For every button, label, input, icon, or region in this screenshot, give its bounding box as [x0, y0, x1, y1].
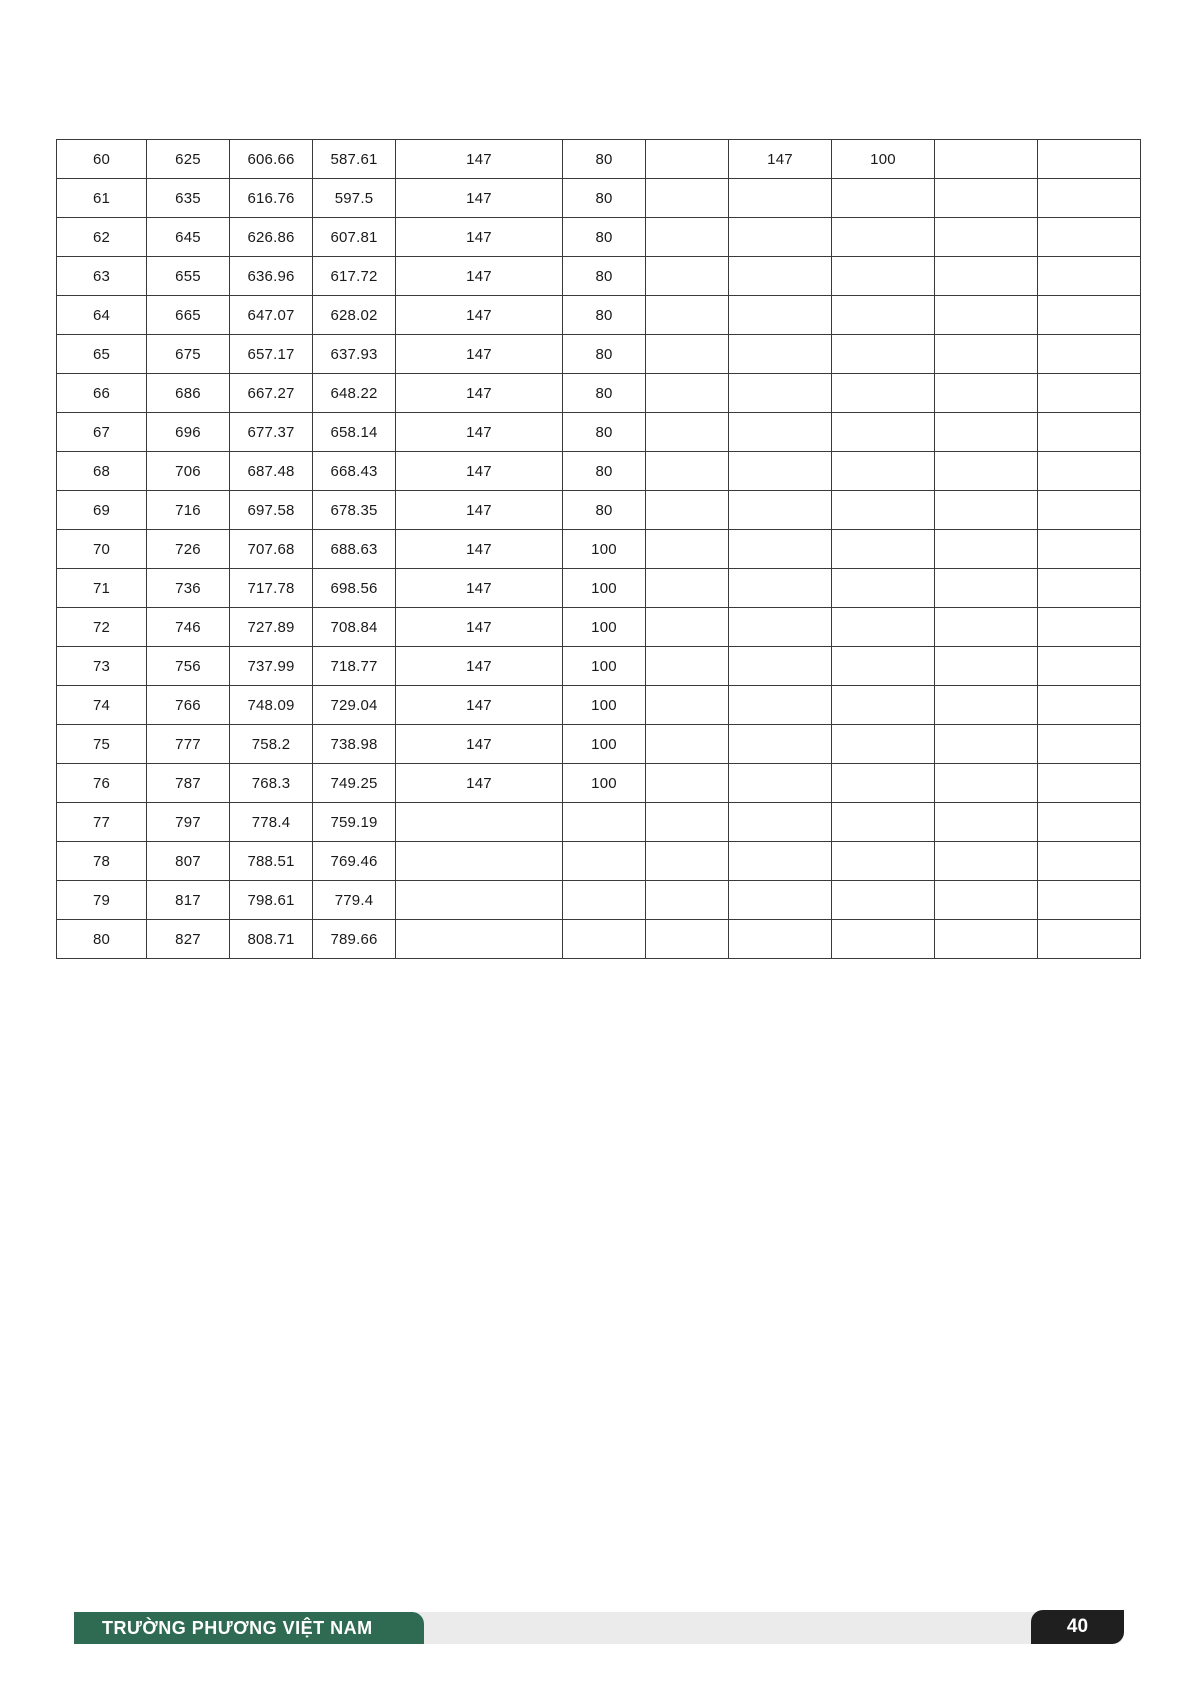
table-cell: [832, 569, 935, 608]
table-cell: [832, 647, 935, 686]
table-row: [57, 608, 1141, 647]
table-cell: [1038, 452, 1141, 491]
table-cell: 147: [396, 725, 563, 764]
table-cell: 100: [563, 569, 646, 608]
table-cell: [646, 179, 729, 218]
table-cell: [1038, 140, 1141, 179]
table-cell: [563, 803, 646, 842]
table-cell: [646, 413, 729, 452]
table-cell: [729, 647, 832, 686]
table-cell: 706: [147, 452, 230, 491]
table-cell: 80: [563, 140, 646, 179]
table-cell: [396, 920, 563, 959]
table-cell: [729, 374, 832, 413]
table-cell: 648.22: [313, 374, 396, 413]
table-cell: 667.27: [230, 374, 313, 413]
table-cell: [729, 725, 832, 764]
table-cell: [935, 881, 1038, 920]
table-cell: 736: [147, 569, 230, 608]
table-cell: 79: [57, 881, 147, 920]
table-cell: [729, 413, 832, 452]
table-cell: [832, 257, 935, 296]
table-cell: 658.14: [313, 413, 396, 452]
table-cell: 827: [147, 920, 230, 959]
table-cell: 147: [396, 530, 563, 569]
table-cell: [729, 569, 832, 608]
table-cell: [1038, 608, 1141, 647]
table-cell: [1038, 374, 1141, 413]
table-row: [57, 881, 1141, 920]
table-cell: 63: [57, 257, 147, 296]
table-row: [57, 413, 1141, 452]
table-cell: [729, 491, 832, 530]
table-cell: 66: [57, 374, 147, 413]
table-cell: 726: [147, 530, 230, 569]
table-cell: 647.07: [230, 296, 313, 335]
table-cell: 147: [729, 140, 832, 179]
table-cell: 76: [57, 764, 147, 803]
table-cell: [935, 413, 1038, 452]
table-cell: [1038, 335, 1141, 374]
table-cell: [563, 881, 646, 920]
table-cell: [832, 842, 935, 881]
table-cell: 798.61: [230, 881, 313, 920]
table-cell: [1038, 413, 1141, 452]
table-cell: [396, 842, 563, 881]
table-cell: [935, 452, 1038, 491]
table-cell: 71: [57, 569, 147, 608]
table-cell: [1038, 764, 1141, 803]
table-cell: [935, 842, 1038, 881]
table-cell: 675: [147, 335, 230, 374]
table-cell: 635: [147, 179, 230, 218]
table-row: [57, 218, 1141, 257]
table-cell: [646, 881, 729, 920]
table-cell: 756: [147, 647, 230, 686]
table-cell: [832, 803, 935, 842]
table-cell: 716: [147, 491, 230, 530]
table-cell: [729, 881, 832, 920]
table-cell: 717.78: [230, 569, 313, 608]
table-cell: 708.84: [313, 608, 396, 647]
table-cell: [832, 764, 935, 803]
table-cell: 698.56: [313, 569, 396, 608]
table-cell: 637.93: [313, 335, 396, 374]
table-cell: 616.76: [230, 179, 313, 218]
table-cell: 758.2: [230, 725, 313, 764]
table-cell: 768.3: [230, 764, 313, 803]
table-cell: 80: [563, 491, 646, 530]
table-cell: 769.46: [313, 842, 396, 881]
table-cell: 746: [147, 608, 230, 647]
table-cell: [832, 374, 935, 413]
table-cell: [935, 257, 1038, 296]
table-cell: 606.66: [230, 140, 313, 179]
table-cell: 807: [147, 842, 230, 881]
table-cell: [646, 686, 729, 725]
table-cell: 67: [57, 413, 147, 452]
table-cell: 677.37: [230, 413, 313, 452]
table-cell: 64: [57, 296, 147, 335]
table-cell: [563, 920, 646, 959]
table-cell: [396, 881, 563, 920]
table-cell: 147: [396, 569, 563, 608]
table-row: [57, 920, 1141, 959]
table-cell: 617.72: [313, 257, 396, 296]
table-cell: 778.4: [230, 803, 313, 842]
table-row: [57, 296, 1141, 335]
table-cell: [935, 179, 1038, 218]
table-cell: 657.17: [230, 335, 313, 374]
table-cell: 78: [57, 842, 147, 881]
table-cell: [729, 842, 832, 881]
table-cell: 748.09: [230, 686, 313, 725]
table-cell: 100: [563, 686, 646, 725]
table-row: [57, 686, 1141, 725]
table-cell: [646, 803, 729, 842]
table-cell: [646, 140, 729, 179]
table-cell: 687.48: [230, 452, 313, 491]
table-cell: [646, 491, 729, 530]
table-cell: 766: [147, 686, 230, 725]
table-cell: 61: [57, 179, 147, 218]
table-cell: [1038, 881, 1141, 920]
table-cell: [1038, 725, 1141, 764]
table-cell: [1038, 647, 1141, 686]
table-cell: 80: [563, 335, 646, 374]
table-cell: [729, 296, 832, 335]
table-cell: 668.43: [313, 452, 396, 491]
table-cell: 797: [147, 803, 230, 842]
table-cell: 100: [563, 764, 646, 803]
table-cell: [646, 608, 729, 647]
page-number: 40: [1066, 1616, 1089, 1637]
table-cell: 788.51: [230, 842, 313, 881]
table-cell: [646, 257, 729, 296]
table-cell: [396, 803, 563, 842]
table-cell: 628.02: [313, 296, 396, 335]
table-cell: 69: [57, 491, 147, 530]
footer-brand-tab: [74, 1612, 424, 1644]
table-cell: 737.99: [230, 647, 313, 686]
table-cell: 77: [57, 803, 147, 842]
table-cell: 80: [57, 920, 147, 959]
table-cell: [563, 842, 646, 881]
table-cell: [729, 335, 832, 374]
table-cell: [729, 764, 832, 803]
table-cell: 147: [396, 257, 563, 296]
table-cell: [1038, 179, 1141, 218]
table-cell: 777: [147, 725, 230, 764]
table-cell: [1038, 569, 1141, 608]
table-cell: [935, 764, 1038, 803]
table-cell: [1038, 686, 1141, 725]
table-row: [57, 140, 1141, 179]
table-cell: [935, 218, 1038, 257]
table-cell: 738.98: [313, 725, 396, 764]
table-cell: [832, 530, 935, 569]
table-cell: 147: [396, 296, 563, 335]
table-cell: [935, 569, 1038, 608]
table-cell: 665: [147, 296, 230, 335]
table-row: [57, 842, 1141, 881]
table-row: [57, 179, 1141, 218]
table-cell: 636.96: [230, 257, 313, 296]
table-cell: [729, 257, 832, 296]
table-cell: 80: [563, 179, 646, 218]
table-cell: 147: [396, 764, 563, 803]
table-cell: [646, 374, 729, 413]
table-cell: 707.68: [230, 530, 313, 569]
table-cell: 147: [396, 179, 563, 218]
table-cell: [729, 920, 832, 959]
table-cell: [646, 842, 729, 881]
table-cell: 147: [396, 647, 563, 686]
table-cell: [646, 569, 729, 608]
table-cell: 147: [396, 686, 563, 725]
table-cell: [1038, 257, 1141, 296]
table-cell: 779.4: [313, 881, 396, 920]
table-cell: [832, 608, 935, 647]
table-cell: 645: [147, 218, 230, 257]
table-cell: [646, 647, 729, 686]
table-cell: 147: [396, 218, 563, 257]
table-cell: 729.04: [313, 686, 396, 725]
table-row: [57, 647, 1141, 686]
table-cell: 686: [147, 374, 230, 413]
table-cell: 789.66: [313, 920, 396, 959]
table-cell: [729, 452, 832, 491]
table-cell: [646, 335, 729, 374]
table-cell: 697.58: [230, 491, 313, 530]
table-cell: [832, 179, 935, 218]
table-cell: 626.86: [230, 218, 313, 257]
table-cell: [729, 179, 832, 218]
page-number-box: [1031, 1610, 1124, 1644]
table-cell: [832, 296, 935, 335]
table-cell: [935, 647, 1038, 686]
table-cell: [832, 218, 935, 257]
table-cell: [832, 491, 935, 530]
table-cell: [935, 686, 1038, 725]
table-cell: 727.89: [230, 608, 313, 647]
table-cell: [646, 530, 729, 569]
table-row: [57, 803, 1141, 842]
table-cell: 147: [396, 608, 563, 647]
table-cell: 80: [563, 218, 646, 257]
table-row: [57, 335, 1141, 374]
table-cell: 100: [563, 725, 646, 764]
table-cell: [729, 530, 832, 569]
table-cell: [1038, 530, 1141, 569]
table-cell: [646, 725, 729, 764]
table-cell: 587.61: [313, 140, 396, 179]
table-cell: 100: [563, 647, 646, 686]
table-cell: [935, 803, 1038, 842]
table-cell: [935, 530, 1038, 569]
table-cell: [935, 491, 1038, 530]
table-cell: [832, 452, 935, 491]
table-cell: 60: [57, 140, 147, 179]
table-cell: 80: [563, 257, 646, 296]
table-cell: 72: [57, 608, 147, 647]
table-cell: [646, 296, 729, 335]
table-cell: [935, 725, 1038, 764]
table-cell: 80: [563, 296, 646, 335]
table-cell: [646, 764, 729, 803]
table-row: [57, 374, 1141, 413]
table-row: [57, 452, 1141, 491]
table-cell: 688.63: [313, 530, 396, 569]
table-cell: 147: [396, 413, 563, 452]
table-cell: 75: [57, 725, 147, 764]
table-body: [57, 140, 1141, 959]
table-cell: [832, 920, 935, 959]
table-cell: [1038, 920, 1141, 959]
table-cell: [1038, 296, 1141, 335]
table-row: [57, 491, 1141, 530]
table-cell: 147: [396, 374, 563, 413]
table-cell: 68: [57, 452, 147, 491]
table-cell: 80: [563, 413, 646, 452]
table-cell: 718.77: [313, 647, 396, 686]
table-cell: 147: [396, 140, 563, 179]
table-cell: 678.35: [313, 491, 396, 530]
table-cell: 147: [396, 335, 563, 374]
table-cell: 73: [57, 647, 147, 686]
table-cell: 65: [57, 335, 147, 374]
table-cell: 147: [396, 452, 563, 491]
table-row: [57, 764, 1141, 803]
table-cell: 655: [147, 257, 230, 296]
table-cell: [1038, 803, 1141, 842]
table-cell: [832, 881, 935, 920]
table-cell: [832, 413, 935, 452]
table-cell: 70: [57, 530, 147, 569]
table-row: [57, 530, 1141, 569]
table-cell: 759.19: [313, 803, 396, 842]
table-cell: 607.81: [313, 218, 396, 257]
table-cell: 62: [57, 218, 147, 257]
table-cell: [832, 335, 935, 374]
table-cell: 80: [563, 452, 646, 491]
table-cell: 787: [147, 764, 230, 803]
table-cell: 817: [147, 881, 230, 920]
table-cell: 80: [563, 374, 646, 413]
table-cell: [729, 803, 832, 842]
table-cell: 147: [396, 491, 563, 530]
table-cell: 100: [832, 140, 935, 179]
table-cell: [1038, 491, 1141, 530]
table-cell: [729, 686, 832, 725]
table-cell: [935, 296, 1038, 335]
table-cell: [729, 608, 832, 647]
table-cell: [832, 686, 935, 725]
data-table: [56, 139, 1141, 959]
table-cell: [935, 335, 1038, 374]
table-row: [57, 257, 1141, 296]
table-cell: [646, 920, 729, 959]
table-cell: [646, 218, 729, 257]
table-row: [57, 725, 1141, 764]
table-cell: [646, 452, 729, 491]
table-cell: 597.5: [313, 179, 396, 218]
table-cell: [1038, 218, 1141, 257]
table-cell: [935, 140, 1038, 179]
table-cell: [935, 920, 1038, 959]
table-cell: [1038, 842, 1141, 881]
table-cell: [935, 374, 1038, 413]
table-cell: 74: [57, 686, 147, 725]
table-cell: 749.25: [313, 764, 396, 803]
table-row: [57, 569, 1141, 608]
table-cell: [935, 608, 1038, 647]
table-cell: [729, 218, 832, 257]
table-cell: [832, 725, 935, 764]
table-cell: 100: [563, 530, 646, 569]
table-cell: 696: [147, 413, 230, 452]
table-cell: 808.71: [230, 920, 313, 959]
footer-brand-text: TRƯỜNG PHƯƠNG VIỆT NAM: [102, 1617, 373, 1638]
table-cell: 625: [147, 140, 230, 179]
table-cell: 100: [563, 608, 646, 647]
